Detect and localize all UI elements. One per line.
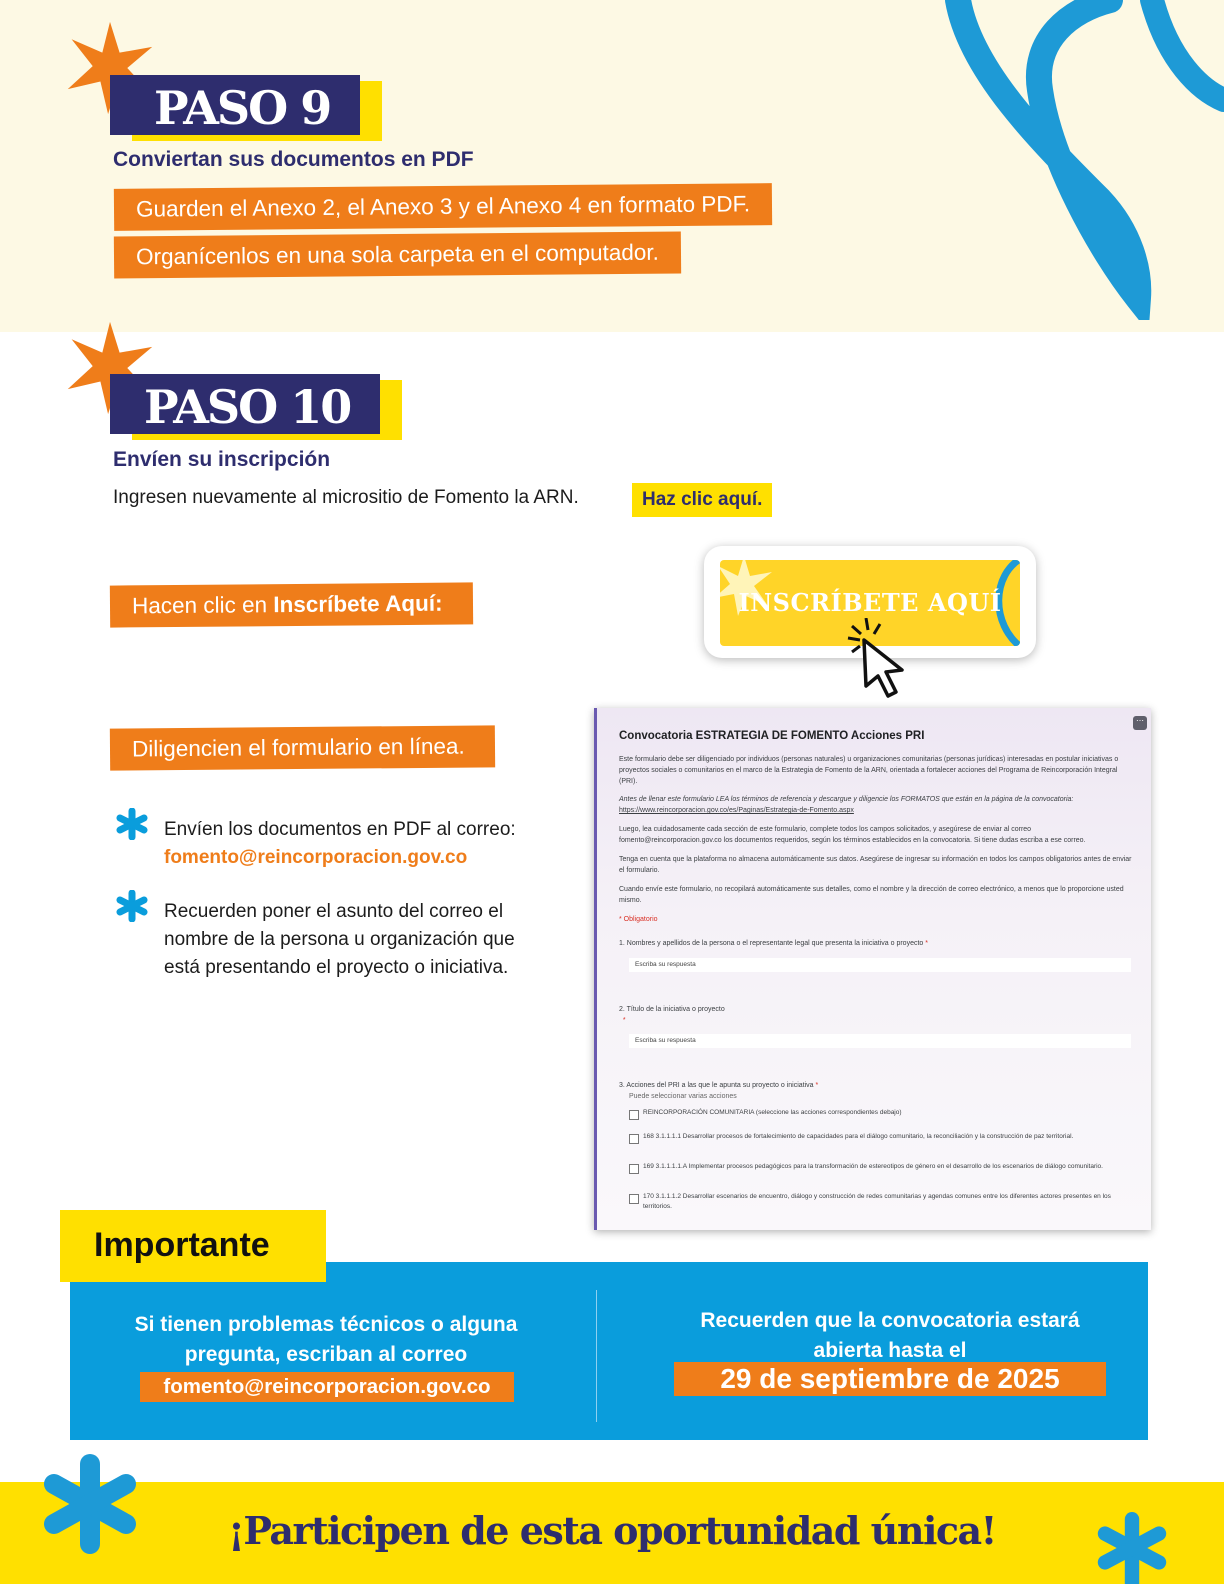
form-answer-1-input[interactable]: Escriba su respuesta xyxy=(629,958,1131,972)
support-text: Si tienen problemas técnicos o alguna pregunta, escriban al correo xyxy=(134,1313,518,1366)
form-screenshot xyxy=(594,708,1151,1230)
deadline-text: Recuerden que la convocatoria estará abierta hasta el xyxy=(700,1309,1080,1362)
important-label: Importante xyxy=(94,1226,270,1264)
blue-swirl-decoration xyxy=(900,0,1224,320)
step9-title: PASO 9 xyxy=(110,75,360,135)
form-paragraph-2-text: Antes de llenar este formulario LEA los términos de referencia y descargue y diligencie los FORMATOS que están en la página de la convocatoria: xyxy=(619,796,1074,803)
form-question-2: 2. Título de la iniciativa o proyecto * xyxy=(619,1006,725,1024)
click-instruction-bold: Inscríbete Aquí: xyxy=(273,590,443,618)
cursor-hand-icon xyxy=(846,618,910,700)
form-option-2[interactable]: 168 3.1.1.1.1 Desarrollar procesos de fortalecimiento de capacidades para el diálogo comunitario, la reconciliación y la construcción de paz territorial. xyxy=(629,1132,1139,1142)
form-required-note: * Obligatorio xyxy=(619,916,658,923)
form-answer-2-input[interactable]: Escriba su respuesta xyxy=(629,1034,1131,1048)
step10-subtitle: Envíen su inscripción xyxy=(113,448,331,471)
form-question-3-hint: Puede seleccionar varias acciones xyxy=(629,1093,737,1100)
inscribete-aqui-label: INSCRÍBETE AQUÍ xyxy=(738,588,1002,617)
blue-asterisk-icon xyxy=(116,808,148,840)
form-option-4[interactable]: 170 3.1.1.1.2 Desarrollar escenarios de encuentro, diálogo y construcción de redes comunitarias y agendas comunes entre los diferentes actores presentes en los territorios. xyxy=(629,1192,1139,1212)
form-question-2-label: 2. Título de la iniciativa o proyecto xyxy=(619,1006,725,1013)
bullet-1 xyxy=(164,816,564,872)
form-paragraph-4: Tenga en cuenta que la plataforma no almacena automáticamente sus datos. Asegúrese de ingresar su información en todos los campos obligatorios antes de enviar el formulario. xyxy=(619,856,1132,874)
step10-intro: Ingresen nuevamente al micrositio de Fomento la ARN. xyxy=(113,487,579,508)
click-here-link[interactable]: Haz clic aquí. xyxy=(632,483,772,517)
fill-form-instruction: Diligencien el formulario en línea. xyxy=(110,725,495,770)
form-question-3-label: 3. Acciones del PRI a las que le apunta su proyecto o iniciativa xyxy=(619,1082,814,1089)
form-question-1-label: 1. Nombres y apellidos de la persona o el representante legal que presenta la iniciativa o proyecto xyxy=(619,940,924,947)
step9-item-1: Guarden el Anexo 2, el Anexo 3 y el Anexo 4 en formato PDF. xyxy=(114,183,772,231)
bullet-1-email[interactable]: fomento@reincorporacion.gov.co xyxy=(164,847,468,868)
form-option-3[interactable]: 169 3.1.1.1.1.A Implementar procesos pedagógicos para la transformación de estereotipos de género en el desarrollo de los escenarios de diálogo comunitario. xyxy=(629,1162,1139,1172)
step9-subtitle: Conviertan sus documentos en PDF xyxy=(113,148,474,171)
form-paragraph-1: Este formulario debe ser diligenciado por individuos (personas naturales) u organizaciones comunitarias (personas jurídicas) interesadas en postular iniciativas o proyectos sociales o comunitarios en el marco de la Estrategia de Fomento de la ARN, orientada a fortalecer acciones del Programa de Reincorporación Integral (PRI). xyxy=(619,756,1119,785)
panel-divider xyxy=(596,1290,597,1422)
form-question-1: 1. Nombres y apellidos de la persona o el representante legal que presenta la iniciativa o proyecto * xyxy=(619,940,928,947)
bullet-1-text: Envíen los documentos en PDF al correo: xyxy=(164,819,516,840)
slogan: ¡Participen de esta oportunidad única! xyxy=(228,1508,996,1553)
form-paragraph-2 xyxy=(619,794,1133,816)
click-instruction-prefix: Hacen clic en xyxy=(131,592,274,619)
deadline-date: 29 de septiembre de 2025 xyxy=(720,1363,1060,1394)
step10-title: PASO 10 xyxy=(110,374,380,434)
form-title: Convocatoria ESTRATEGIA DE FOMENTO Acciones PRI xyxy=(619,730,925,742)
more-options-icon[interactable]: ⋯ xyxy=(1133,716,1147,730)
blue-asterisk-icon xyxy=(116,890,148,922)
form-paragraph-3: Luego, lea cuidadosamente cada sección de este formulario, complete todos los campos solicitados, y asegúrese de enviar al correo fomento@reincorporacion.gov.co los documentos requeridos, según los términos establecidos en la convocatoria. Si tiene dudas escriba a ese correo. xyxy=(619,826,1086,844)
bullet-2-text: Recuerden poner el asunto del correo el nombre de la persona u organización que está presentando el proyecto o iniciativa. xyxy=(164,901,515,978)
form-terms-link[interactable]: https://www.reincorporacion.gov.co/es/Paginas/Estrategia-de-Fomento.aspx xyxy=(619,807,854,814)
click-instruction xyxy=(110,582,473,627)
form-question-3: 3. Acciones del PRI a las que le apunta su proyecto o iniciativa * Puede seleccionar varias acciones xyxy=(619,1082,819,1100)
step9-item-2: Organícenlos en una sola carpeta en el computador. xyxy=(114,232,681,279)
form-paragraph-5: Cuando envíe este formulario, no recopilará automáticamente sus detalles, como el nombre y la dirección de correo electrónico, a menos que lo proporcione usted mismo. xyxy=(619,886,1124,904)
form-option-1[interactable]: REINCORPORACIÓN COMUNITARIA (seleccione las acciones correspondientes debajo) xyxy=(629,1108,1139,1118)
support-email[interactable]: fomento@reincorporacion.gov.co xyxy=(163,1375,491,1398)
